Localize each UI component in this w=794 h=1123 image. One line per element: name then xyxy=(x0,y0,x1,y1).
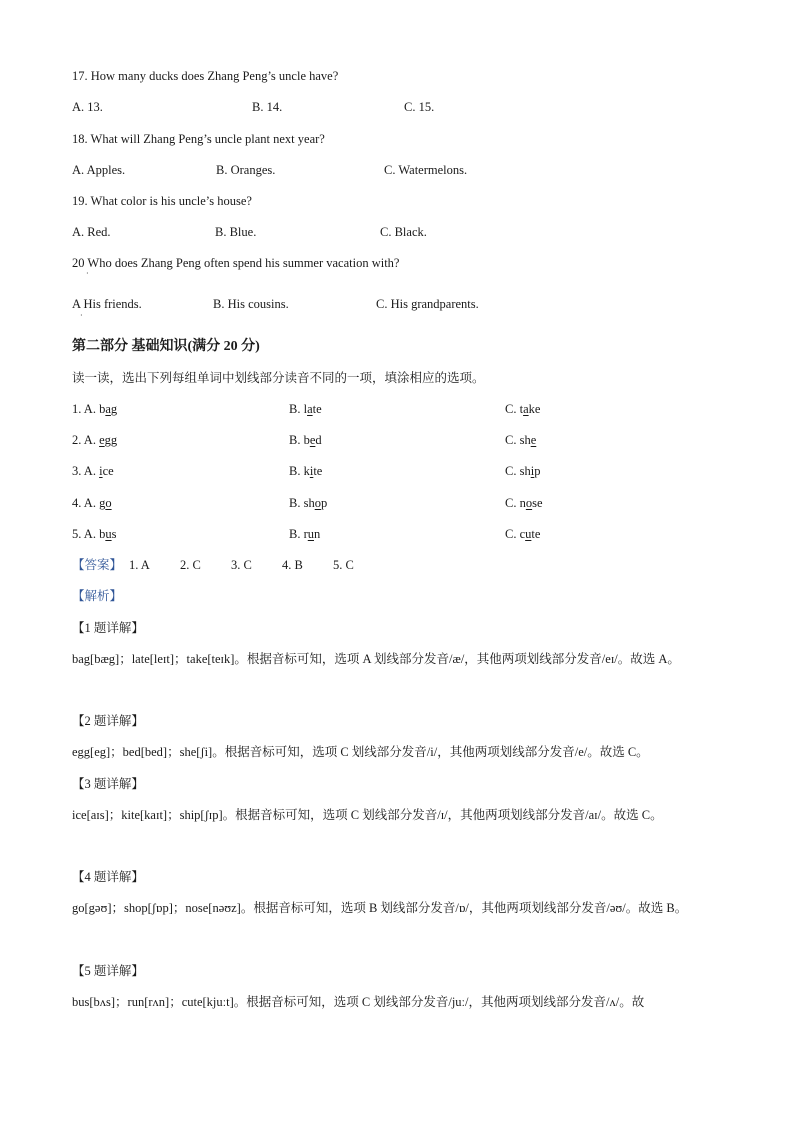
q19-option-c: C. Black. xyxy=(380,225,427,239)
word-option-b xyxy=(289,463,322,479)
q18-option-a: A. Apples. xyxy=(72,163,126,177)
answer-2: 2. C xyxy=(180,558,201,572)
word-segment: te xyxy=(313,464,323,478)
word-option-a xyxy=(72,432,117,448)
word-option-c xyxy=(505,463,540,479)
word-segment: B. b xyxy=(289,433,310,447)
word-option-c xyxy=(505,526,540,542)
q17-option-c: C. 15. xyxy=(404,100,435,114)
underlined-letters: a xyxy=(523,402,529,416)
answer-label: 【答案】 xyxy=(72,557,123,572)
word-option-c xyxy=(505,432,536,448)
underlined-letters: i xyxy=(99,464,103,478)
word-segment: C. t xyxy=(505,402,524,416)
word-option-a xyxy=(72,463,114,479)
underlined-letters: o xyxy=(525,496,533,510)
word-segment: n xyxy=(314,527,321,541)
underlined-letters: u xyxy=(307,527,314,541)
word-option-b xyxy=(289,495,327,511)
word-segment: B. k xyxy=(289,464,310,478)
question-17: 17. How many ducks does Zhang Peng’s uncle have? xyxy=(72,69,339,83)
q20-option-a: A His friends. xyxy=(72,297,142,311)
word-option-c xyxy=(505,401,540,417)
word-segment: B. r xyxy=(289,527,308,541)
word-option-b xyxy=(289,526,320,542)
q19-option-a: A. Red. xyxy=(72,225,111,239)
word-option-b xyxy=(289,401,322,417)
word-option-a xyxy=(72,401,117,417)
detail-label-2: 【2 题详解】 xyxy=(72,714,144,728)
word-segment: p xyxy=(320,496,328,510)
q19-option-b: B. Blue. xyxy=(215,225,257,239)
underlined-letters: a xyxy=(105,402,111,416)
item-number: 5. A. xyxy=(72,527,100,541)
word-option-c xyxy=(505,495,543,511)
underlined-letters: u xyxy=(105,527,112,541)
underlined-letters: a xyxy=(307,402,313,416)
underlined-letters: e xyxy=(530,433,537,447)
word-segment: C. sh xyxy=(505,433,531,447)
word-segment: te xyxy=(531,527,541,541)
answer-1: 1. A xyxy=(129,558,150,572)
word-option-a xyxy=(72,526,116,542)
detail-label-5: 【5 题详解】 xyxy=(72,964,144,978)
detail-label-3: 【3 题详解】 xyxy=(72,777,144,791)
q17-option-b: B. 14. xyxy=(252,100,283,114)
question-19: 19. What color is his uncle’s house? xyxy=(72,194,252,208)
word-segment: C. c xyxy=(505,527,526,541)
punctuation-dot: · xyxy=(86,269,89,278)
underlined-letters: o xyxy=(105,496,112,510)
underlined-letters: e xyxy=(309,433,316,447)
detail-label-1: 【1 题详解】 xyxy=(72,621,144,635)
word-segment: ke xyxy=(528,402,541,416)
item-number: 4. A. xyxy=(72,496,100,510)
word-segment: b xyxy=(99,527,106,541)
question-18: 18. What will Zhang Peng’s uncle plant next year? xyxy=(72,132,325,146)
punctuation-dot: · xyxy=(80,311,83,320)
underlined-letters: i xyxy=(309,464,314,478)
answer-4: 4. B xyxy=(282,558,303,572)
word-segment: s xyxy=(111,527,117,541)
item-number: 1. A. xyxy=(72,402,100,416)
word-segment: se xyxy=(532,496,543,510)
word-segment: ce xyxy=(102,464,114,478)
word-option-a xyxy=(72,495,112,511)
detail-text-2: egg[eg]；bed[bed]；she[ʃi]。根据音标可知，选项 C 划线部分发音/i/，其他两项划线部分发音/e/。故选 C。 xyxy=(72,745,649,759)
detail-text-1: bag[bæg]；late[leɪt]；take[teɪk]。根据音标可知，选项 A 划线部分发音/æ/，其他两项划线部分发音/eɪ/。故选 A。 xyxy=(72,652,680,666)
q18-option-b: B. Oranges. xyxy=(216,163,276,177)
detail-text-3: ice[aɪs]；kite[kaɪt]；ship[ʃɪp]。根据音标可知，选项 C 划线部分发音/ɪ/，其他两项划线部分发音/aɪ/。故选 C。 xyxy=(72,808,663,822)
word-segment: te xyxy=(312,402,322,416)
item-number: 2. A. xyxy=(72,433,100,447)
word-segment: g xyxy=(110,402,118,416)
word-segment: C. sh xyxy=(505,464,531,478)
section-heading: 第二部分 基础知识(满分 20 分) xyxy=(72,339,260,354)
analysis-label: 【解析】 xyxy=(72,588,123,603)
underlined-letters: o xyxy=(314,496,321,510)
answer-3: 3. C xyxy=(231,558,252,572)
word-segment: d xyxy=(315,433,322,447)
word-segment: g xyxy=(99,496,106,510)
word-option-b xyxy=(289,432,322,448)
detail-text-5: bus[bʌs]；run[rʌn]；cute[kjuːt]。根据音标可知，选项 C 划线部分发音/juː/，其他两项划线部分发音/ʌ/。故 xyxy=(72,995,645,1009)
underlined-letters: u xyxy=(525,527,532,541)
word-segment: gg xyxy=(104,433,118,447)
question-20: 20 Who does Zhang Peng often spend his summer vacation with? xyxy=(72,256,400,270)
word-segment: C. n xyxy=(505,496,526,510)
q18-option-c: C. Watermelons. xyxy=(384,163,468,177)
item-number: 3. A. xyxy=(72,464,100,478)
underlined-letters: e xyxy=(99,433,105,447)
word-segment: b xyxy=(99,402,106,416)
underlined-letters: i xyxy=(530,464,535,478)
detail-text-4: go[gəʊ]；shop[ʃɒp]；nose[nəʊz]。根据音标可知，选项 B 划线部分发音/ɒ/，其他两项划线部分发音/əʊ/。故选 B。 xyxy=(72,901,688,915)
q20-option-b: B. His cousins. xyxy=(213,297,289,311)
word-segment: p xyxy=(534,464,541,478)
word-segment: B. l xyxy=(289,402,308,416)
section-instruction: 读一读，选出下列每组单词中划线部分读音不同的一项，填涂相应的选项。 xyxy=(72,371,485,385)
q17-option-a: A. 13. xyxy=(72,100,103,114)
answer-5: 5. C xyxy=(333,558,354,572)
word-segment: B. sh xyxy=(289,496,315,510)
detail-label-4: 【4 题详解】 xyxy=(72,870,144,884)
q20-option-c: C. His grandparents. xyxy=(376,297,479,311)
